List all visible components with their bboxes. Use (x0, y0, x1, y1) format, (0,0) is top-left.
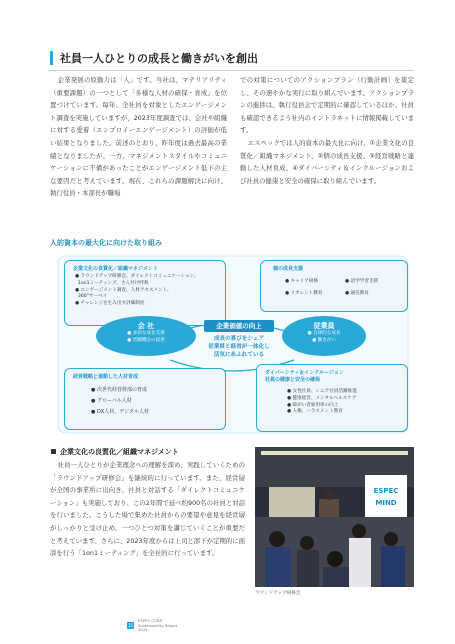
list-item: ● 通信教育 (345, 291, 369, 296)
body-paragraph: エスペックでは人的資本の最大化に向け、①企業文化の良質化／組織マネジメント、②個の成長支援、③経営戦略と連動した人材育成、④ダイバーシティ＆インクルージョンおよび社員の健康と安全の確保に取り組んでいます。 (240, 138, 414, 185)
diversity-safety-box (256, 364, 408, 432)
heading-divider (50, 70, 414, 71)
diagram-title: 人的資本の最大化に向けた取り組み (50, 239, 162, 247)
culture-management-title: 企業文化の良質化／組織マネジメント (73, 266, 158, 272)
body-paragraph: 社員一人ひとりが企業理念への理解を深め、実践していくための「ラウンドアップ研修会」を継続的に行っています。また、経営層が全国の事業所に出向き、社員と対話する「ダイレクトコミュニケーション」も実施しており、この2年間で延べ約900名の社員と対話を行いました。こうした場で集めた社員からの要望や意見を経営層がしっかりと受け止め、一つひとつ対策を講じていくことが重要だと考えています。さらに、2023年度からは上司と部下が定期的に面談を行う「1on1ミーティング」を全社的に行っています。 (50, 461, 245, 558)
section2-body (50, 459, 245, 560)
training-photo (255, 447, 414, 587)
list-item: ● 働きがい (312, 337, 336, 343)
list-item: 360°サーベイ (77, 294, 108, 300)
diversity-title: ダイバーシティ＆インクルージョン (265, 370, 344, 376)
body-column-right (240, 74, 414, 187)
footer-line: 2024 (138, 627, 148, 633)
center-line: 従業員と経営が一体化し (208, 344, 270, 350)
list-item: ● 女性社員、シニア社員活躍推進 (287, 389, 357, 394)
page-number: 15 (127, 623, 134, 628)
list-item: ● リカレント教育 (285, 291, 323, 296)
section-bullet-icon (51, 449, 56, 454)
employee-ellipse (282, 316, 366, 356)
strategic-talent-box (64, 368, 226, 430)
section2-title: 企業文化の良質化／組織マネジメント (60, 448, 179, 456)
culture-management-list (75, 274, 198, 308)
list-item: ● 次世代経営幹部の育成 (91, 387, 147, 393)
report-footer (138, 619, 178, 633)
footer-line: Sustainability Report (138, 622, 178, 628)
body-paragraph: 企業発展の原動力は「人」です。当社は、マテリアリティ（重要課題）の一つとして「多様な人材の確保・育成」を位置づけています。毎年、全社員を対象としたエンゲージメント調査を実施していますが、2023年度調査では、会社や組織に対する愛着（エンプロイーエンゲージメント）の評価が低い結果となりました。前述のとおり、昨年度は過去最高の業績となりましたが、一方、マネジメントスタイルやコミュニケーションに不備があったことがエンゲージメント低下の主な要因だと考えています。現在、これらの課題解決に向け、執行役員・本部長が職場 (50, 76, 227, 198)
company-ellipse (96, 316, 196, 356)
footer-line: ESPEC CORP. (138, 618, 163, 623)
company-label: 会 社 (137, 322, 155, 330)
list-item: ● エンゲージメント調査、人材アセスメント、 (75, 287, 172, 293)
strategic-talent-title: 経営戦略と連動した人材育成 (73, 374, 139, 380)
individual-growth-box (260, 260, 408, 312)
list-item: ● DX人材、デジタル人材 (91, 409, 149, 415)
heading-accent-bar (50, 51, 53, 65)
corporate-value-badge: 企業価値の向上 (204, 320, 274, 332)
list-item: ● ラウンドアップ研修会、ダイレクトコミュニケーション、 (75, 274, 199, 279)
list-item: ● 障がい者雇用率の向上 (287, 402, 339, 408)
body-paragraph: での対策についてのアクションプラン（行動計画）を策定し、その速やかな実行に取り組んでいます。アクションプランの進捗は、執行役員会で定期的に確認しているほか、社員も確認できるよう社内のイントラネットに情報掲載しています。 (240, 76, 414, 135)
list-item: ● 多彩な成長支援 (127, 331, 165, 336)
strategic-talent-list (91, 385, 149, 418)
list-item: 1on1ミーティング、さん付け呼称 (77, 280, 149, 286)
list-item: ● 語学学習支援 (345, 279, 379, 284)
list-item: ● キャリア研修 (285, 279, 319, 284)
human-capital-diagram (50, 252, 414, 437)
list-item: ● 活躍機会の提供 (127, 337, 165, 343)
list-item: ● 健康経営、メンタルヘルスケア (287, 395, 357, 401)
list-item: ● チャレンジを生み出す評価制度 (75, 301, 145, 307)
employee-label: 従業員 (313, 322, 335, 330)
section-heading: 社員一人ひとりの成長と働きがいを創出 (60, 52, 258, 65)
list-item: ● 人権、ハラスメント教育 (287, 409, 343, 415)
body-column-left (50, 74, 227, 200)
espec-screen-text: ESPEC (373, 487, 399, 495)
list-item: ● グローバル人材 (91, 398, 132, 404)
individual-growth-title: 個の成長支援 (273, 266, 304, 272)
health-safety-title: 社員の健康と安全の確保 (265, 377, 321, 383)
list-item: ● 自律的な成長 (307, 331, 341, 336)
diversity-list (287, 389, 357, 416)
photo-caption: ラウンドアップ研修会 (255, 591, 301, 596)
center-line: 活気にあふれている (213, 352, 265, 358)
center-line: 成長の喜びをシェア (213, 336, 265, 342)
mind-screen-text: MIND (375, 499, 397, 507)
center-message (194, 335, 284, 359)
training-photo-image (255, 447, 414, 587)
